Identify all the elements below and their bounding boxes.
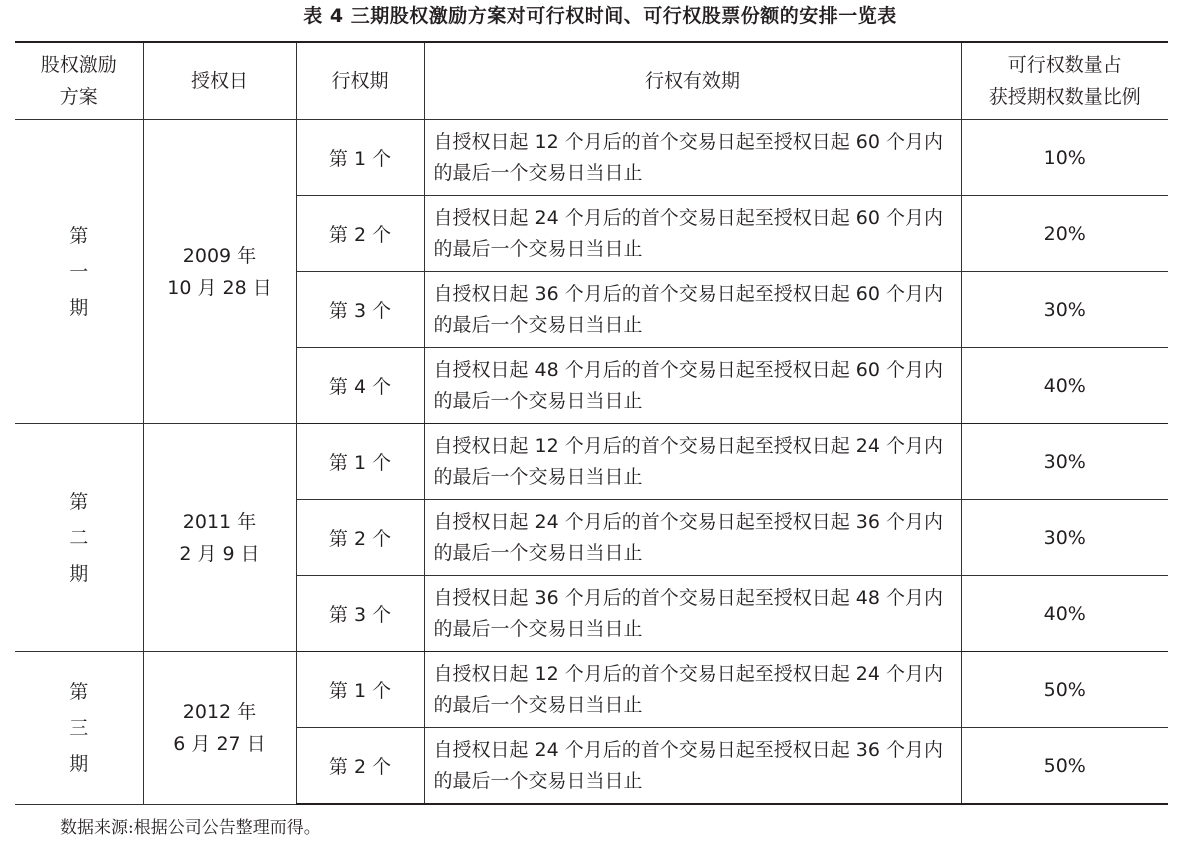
- phase-3-date-day: 6 月 27 日: [173, 732, 266, 755]
- phase-3-name-char: 期: [69, 752, 89, 775]
- phase-1-name: [15, 120, 143, 424]
- phase-1-name-char: 一: [69, 260, 89, 283]
- phase-2-grant-date: [143, 424, 296, 652]
- ratio-cell: 30%: [961, 500, 1168, 576]
- validity-cell: 自授权日起 12 个月后的首个交易日起至授权日起 60 个月内的最后一个交易日当日止: [424, 120, 961, 196]
- exercise-period-cell: 第 1 个: [296, 120, 424, 196]
- data-source-note: 数据来源:根据公司公告整理而得。: [60, 818, 321, 838]
- exercise-period-cell: 第 2 个: [296, 500, 424, 576]
- phase-1-name-char: 第: [69, 224, 89, 247]
- validity-cell: 自授权日起 24 个月后的首个交易日起至授权日起 36 个月内的最后一个交易日当日止: [424, 500, 961, 576]
- phase-3-name-char: 三: [69, 716, 89, 739]
- header-grant-date: 授权日: [143, 42, 296, 120]
- exercise-period-cell: 第 4 个: [296, 348, 424, 424]
- phase-2-name-char: 期: [69, 562, 89, 585]
- phase-3-grant-date: [143, 652, 296, 805]
- exercise-period-cell: 第 1 个: [296, 652, 424, 728]
- exercise-period-cell: 第 2 个: [296, 196, 424, 272]
- header-plan-line1: 股权激励: [40, 54, 117, 76]
- ratio-cell: 50%: [961, 728, 1168, 805]
- phase-3-name-char: 第: [69, 680, 89, 703]
- validity-cell: 自授权日起 24 个月后的首个交易日起至授权日起 60 个月内的最后一个交易日当日止: [424, 196, 961, 272]
- ratio-cell: 40%: [961, 348, 1168, 424]
- ratio-cell: 30%: [961, 272, 1168, 348]
- table-caption: 表 4 三期股权激励方案对可行权时间、可行权股票份额的安排一览表: [303, 5, 897, 27]
- phase-2-date-year: 2011 年: [182, 510, 257, 533]
- header-plan: [15, 42, 143, 120]
- validity-cell: 自授权日起 12 个月后的首个交易日起至授权日起 24 个月内的最后一个交易日当日止: [424, 652, 961, 728]
- table-row: [15, 120, 1168, 196]
- header-ratio-line1: 可行权数量占: [1007, 54, 1122, 76]
- phase-3-date-year: 2012 年: [182, 700, 257, 723]
- header-ratio: [961, 42, 1168, 120]
- phase-2-name-char: 二: [69, 526, 89, 549]
- phase-1-date-day: 10 月 28 日: [167, 276, 272, 299]
- phase-2-name-char: 第: [69, 490, 89, 513]
- ratio-cell: 30%: [961, 424, 1168, 500]
- validity-cell: 自授权日起 36 个月后的首个交易日起至授权日起 60 个月内的最后一个交易日当日止: [424, 272, 961, 348]
- phase-1-grant-date: [143, 120, 296, 424]
- validity-cell: 自授权日起 36 个月后的首个交易日起至授权日起 48 个月内的最后一个交易日当日止: [424, 576, 961, 652]
- header-validity: 行权有效期: [424, 42, 961, 120]
- header-ratio-line2: 获授期权数量比例: [988, 86, 1141, 108]
- ratio-cell: 20%: [961, 196, 1168, 272]
- validity-cell: 自授权日起 12 个月后的首个交易日起至授权日起 24 个月内的最后一个交易日当日止: [424, 424, 961, 500]
- ratio-cell: 50%: [961, 652, 1168, 728]
- exercise-period-cell: 第 2 个: [296, 728, 424, 805]
- table-header-row: [15, 42, 1168, 120]
- exercise-period-cell: 第 3 个: [296, 272, 424, 348]
- stock-option-plan-table: [15, 41, 1168, 805]
- exercise-period-cell: 第 3 个: [296, 576, 424, 652]
- table-row: [15, 424, 1168, 500]
- validity-cell: 自授权日起 48 个月后的首个交易日起至授权日起 60 个月内的最后一个交易日当日止: [424, 348, 961, 424]
- ratio-cell: 40%: [961, 576, 1168, 652]
- phase-2-date-day: 2 月 9 日: [179, 542, 260, 565]
- validity-cell: 自授权日起 24 个月后的首个交易日起至授权日起 36 个月内的最后一个交易日当日止: [424, 728, 961, 805]
- phase-3-name: [15, 652, 143, 805]
- phase-1-date-year: 2009 年: [182, 244, 257, 267]
- table-row: [15, 652, 1168, 728]
- header-exercise-period: 行权期: [296, 42, 424, 120]
- phase-1-name-char: 期: [69, 296, 89, 319]
- phase-2-name: [15, 424, 143, 652]
- header-plan-line2: 方案: [59, 86, 98, 108]
- exercise-period-cell: 第 1 个: [296, 424, 424, 500]
- ratio-cell: 10%: [961, 120, 1168, 196]
